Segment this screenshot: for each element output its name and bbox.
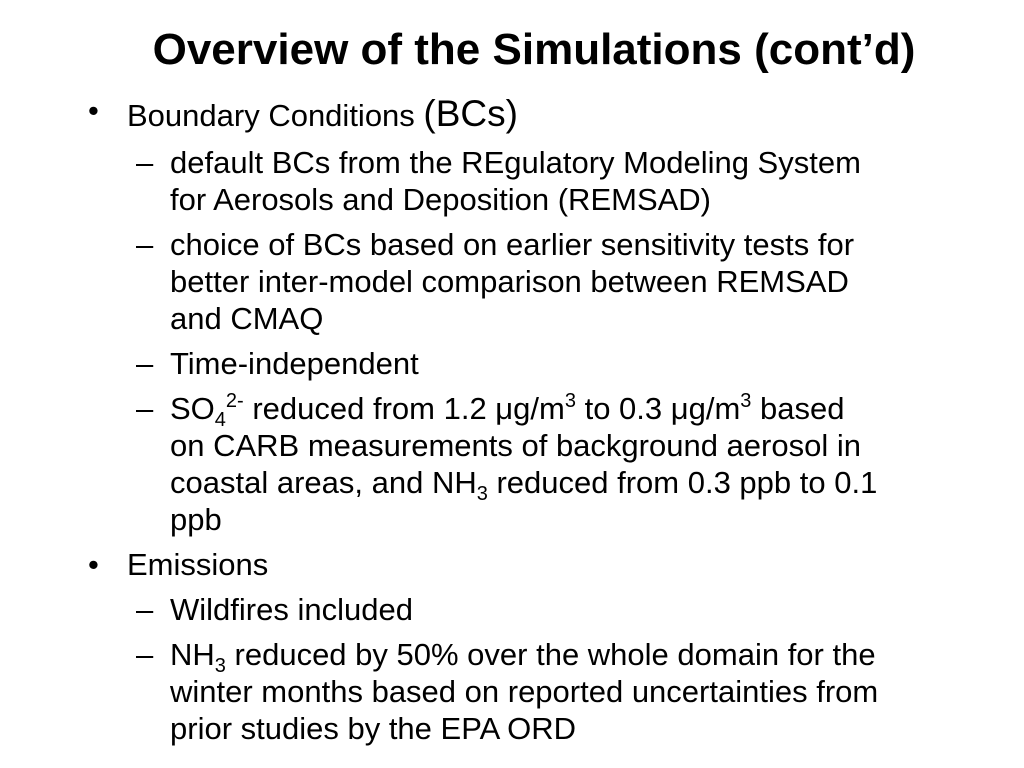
bullet-item-l2 [0,226,1024,337]
bullet-item-l2 [0,345,1024,382]
bullet-marker-dot: • [88,93,99,128]
text-run: coastal areas, and NH [170,465,477,500]
bullet-line [170,636,878,677]
text-run: choice of BCs based on earlier sensitivity tests for [170,227,855,262]
text-run: reduced from 0.3 ppb to 0.1 [487,465,878,500]
bullet-line [170,144,861,181]
bullet-line [127,546,268,583]
bullet-list [0,92,1024,755]
bullet-text [170,636,878,747]
text-run: Wildfires included [170,592,413,627]
bullet-text [170,591,413,628]
text-run: Time-independent [170,346,419,381]
bullet-item-l2 [0,390,1024,538]
slide-title: Overview of the Simulations (cont’d) [152,25,916,74]
text-run: 3 [564,390,576,412]
text-run: 3 [214,655,226,677]
bullet-marker-dash: – [136,145,154,180]
text-run: SO [170,391,215,426]
bullet-line [170,501,877,538]
bullet-line [170,591,413,628]
text-run: for Aerosols and Deposition (REMSAD) [170,182,712,217]
bullet-marker-dash: – [136,637,154,672]
bullet-line [127,92,518,136]
text-run: 4 [214,409,226,431]
text-run: winter months based on reported uncertainties from [170,674,879,709]
bullet-item-l2 [0,144,1024,218]
text-run: and CMAQ [170,301,324,336]
bullet-line [170,263,854,300]
text-run: default BCs from the REgulatory Modeling System [170,145,861,180]
bullet-marker-dash: – [136,227,154,262]
text-run: 2- [225,390,244,412]
text-run: 3 [476,483,488,505]
text-run: (BCs) [423,93,518,134]
bullet-item-l1 [0,546,1024,583]
bullet-marker-dash: – [136,391,154,426]
text-run: on CARB measurements of background aerosol in [170,428,861,463]
bullet-text [170,226,854,337]
text-run: reduced by 50% over the whole domain for the [225,637,876,672]
bullet-item-l2 [0,591,1024,628]
bullet-line [170,427,877,464]
text-run: based [751,391,845,426]
bullet-text [127,92,518,136]
bullet-text [127,546,268,583]
bullet-item-l2 [0,636,1024,747]
text-run: Emissions [127,547,269,582]
bullet-line [170,710,878,747]
bullet-line [170,673,878,710]
text-run: ppb [170,502,222,537]
text-run: prior studies by the EPA ORD [170,711,577,746]
text-run: Boundary Conditions [127,98,424,133]
text-run: 3 [740,390,752,412]
bullet-text [170,345,419,382]
bullet-text [170,144,861,218]
bullet-marker-dash: – [136,346,154,381]
bullet-marker-dot: • [88,547,99,582]
bullet-item-l1 [0,92,1024,136]
bullet-line [170,181,861,218]
bullet-line [170,345,419,382]
text-run: reduced from 1.2 μg/m [243,391,565,426]
bullet-line [170,300,854,337]
text-run: NH [170,637,215,672]
text-run: better inter-model comparison between REMSAD [170,264,849,299]
bullet-marker-dash: – [136,592,154,627]
bullet-line [170,390,877,431]
bullet-line [170,226,854,263]
text-run: to 0.3 μg/m [575,391,741,426]
bullet-text [170,390,877,538]
bullet-line [170,464,878,505]
